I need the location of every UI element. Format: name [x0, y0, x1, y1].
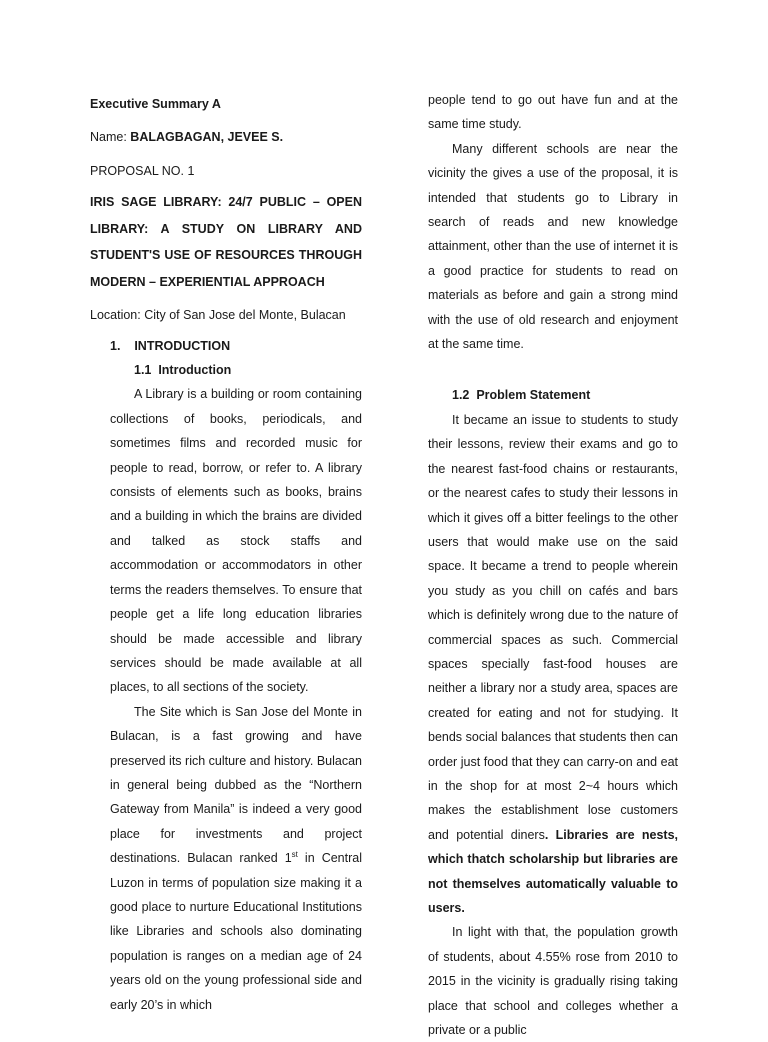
- population-growth-paragraph: In light with that, the population growth of students, about 4.55% rose from 2010 to 2015 in the vicinity is gradually rising taking place that school and colleges whether a private or a public: [428, 925, 678, 1038]
- left-column: [90, 88, 362, 1017]
- problem-statement-paragraph: [428, 408, 678, 921]
- introduction-paragraph-2: [110, 700, 362, 1017]
- paragraph-2-text-b: in Central Luzon in terms of population size making it a good place to nurture Educational Institutions like Libraries and schools also dominating population is ranges on a median age of 24 years old on the young professional side and early 20’s in which: [110, 851, 362, 1012]
- name-label: Name:: [90, 130, 131, 145]
- continued-paragraph: people tend to go out have fun and at the same time study.: [428, 93, 678, 132]
- author-name-line: [90, 125, 362, 149]
- right-column: [428, 88, 678, 1042]
- name-value: BALAGBAGAN, JEVEE S.: [130, 130, 284, 145]
- location-line: Location: City of San Jose del Monte, Bulacan: [90, 308, 346, 323]
- schools-paragraph: Many different schools are near the vicinity the gives a use of the proposal, it is intended that students go to Library in search of reads and new knowledge attainment, other than the use of internet it is a good practice for students to read on materials as before and gain a strong mind with the use of old research and enjoyment at the same time.: [428, 141, 678, 352]
- proposal-title: IRIS SAGE LIBRARY: 24/7 PUBLIC – OPEN LIBRARY: A STUDY ON LIBRARY AND STUDENT'S USE OF RESOURCES THROUGH MODERN – EXPERIENTIAL APPROACH: [90, 195, 362, 289]
- subsection-heading-introduction: 1.1 Introduction: [134, 363, 232, 378]
- problem-statement-text: It became an issue to students to study their lessons, review their exams and go to the nearest fast-food chains or restaurants, or the nearest cafes to study their lessons in which it gives off a bitter feelings to the other users that would make use on the said space. It became a trend to people wherein you study as you chill on cafés and bars which is definitely wrong due to the nature of commercial spaces as such. Commercial spaces specially fast-food houses are neither a library nor a study area, spaces are created for eating and not for studying. It bends social balances that students then can order just food that they can carry-on and eat in the shop for at most 2~4 hours which makes the establishment lose customers and potential diners: [428, 412, 678, 842]
- introduction-body: [90, 382, 362, 1017]
- introduction-paragraph-1: A Library is a building or room containing collections of books, periodicals, and sometimes films and recorded music for people to read, borrow, or refer to. A library consists of elements such as books, brains and a building in which the brains are divided and talked as stock staffs and accommodation or accommodators in other terms the readers themselves. To ensure that people get a life long education libraries should be made accessible and library services should be made available at all places, to all sections of the society.: [110, 387, 362, 695]
- problem-statement-emphasis: . Libraries are nests, which thatch scholarship but libraries are not themselves automatically valuable to users.: [428, 827, 678, 915]
- section-heading-introduction: 1. INTRODUCTION: [110, 338, 231, 353]
- proposal-number: PROPOSAL NO. 1: [90, 163, 195, 178]
- summary-title: Executive Summary A: [90, 97, 221, 111]
- ordinal-superscript: st: [291, 850, 298, 859]
- subsection-heading-problem-statement: 1.2 Problem Statement: [452, 388, 591, 403]
- paragraph-2-text-a: The Site which is San Jose del Monte in Bulacan, is a fast growing and have preserved its rich culture and history. Bulacan in general being dubbed as the “Northern Gateway from Manila” is indeed a very good place for investments and project destinations. Bulacan ranked 1: [110, 704, 362, 866]
